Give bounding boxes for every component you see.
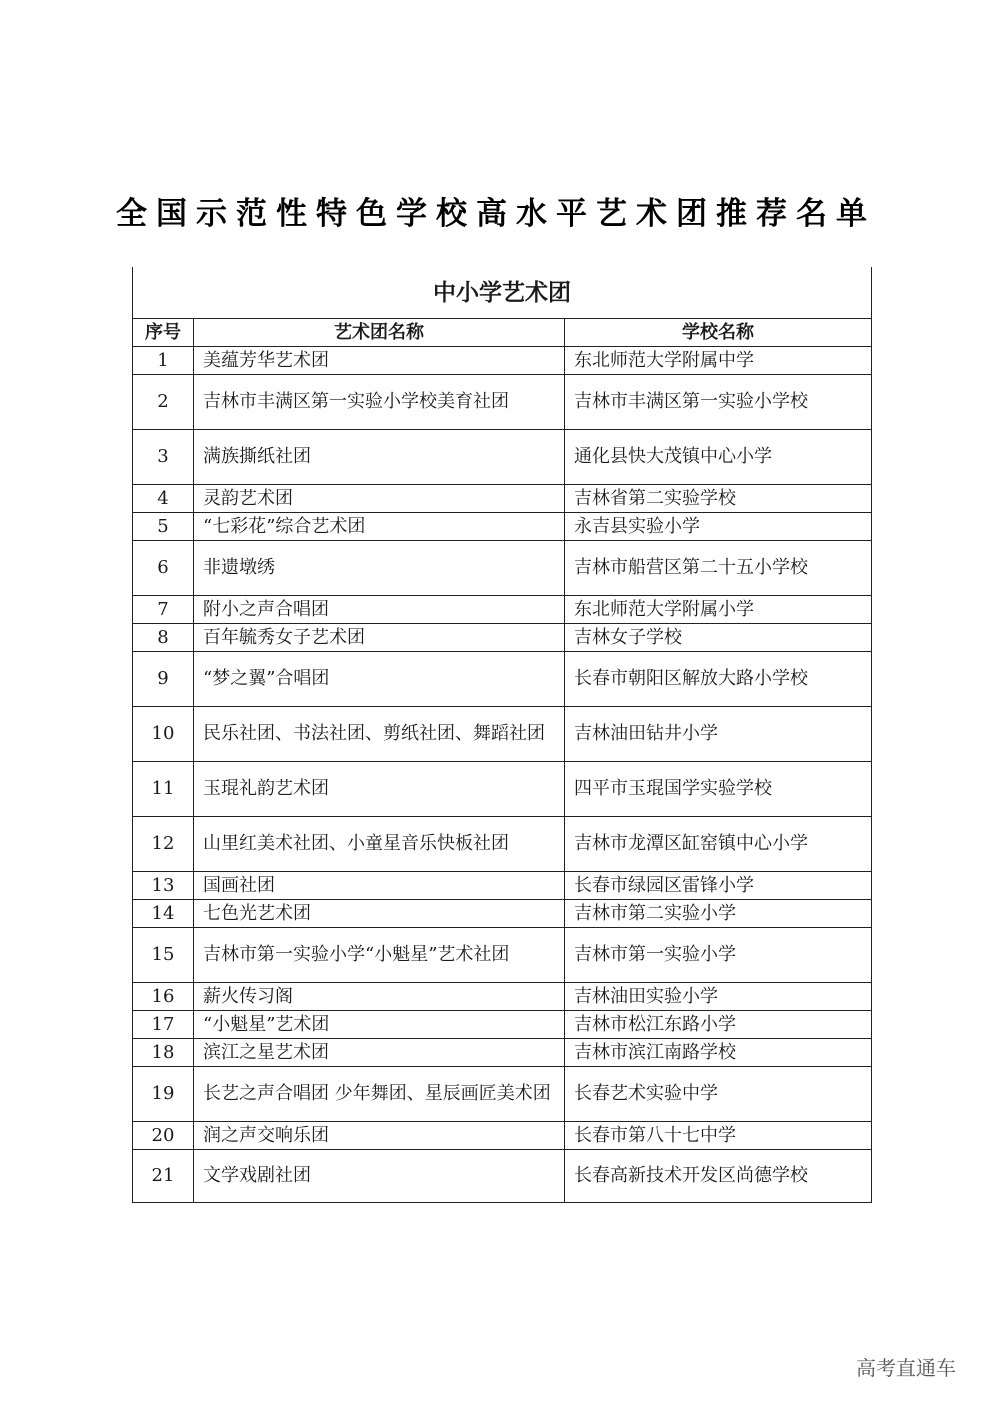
row-troupe-name: 满族撕纸社团 (194, 430, 565, 485)
row-troupe-name: 薪火传习阁 (194, 983, 565, 1011)
row-school-name: 吉林省第二实验学校 (565, 485, 872, 513)
row-troupe-name: 文学戏剧社团 (194, 1150, 565, 1203)
row-index: 9 (133, 652, 194, 707)
row-school-name: 长春艺术实验中学 (565, 1067, 872, 1122)
table-row (133, 596, 872, 624)
row-troupe-name: 吉林市第一实验小学“小魁星”艺术社团 (194, 928, 565, 983)
row-school-name: 东北师范大学附属小学 (565, 596, 872, 624)
row-index: 5 (133, 513, 194, 541)
row-troupe-name: 山里红美术社团、小童星音乐快板社团 (194, 817, 565, 872)
row-troupe-name: 润之声交响乐团 (194, 1122, 565, 1150)
row-index: 15 (133, 928, 194, 983)
row-school-name: 通化县快大茂镇中心小学 (565, 430, 872, 485)
row-school-name: 长春市第八十七中学 (565, 1122, 872, 1150)
row-index: 7 (133, 596, 194, 624)
table-caption: 中小学艺术团 (133, 267, 872, 319)
row-troupe-name: 灵韵艺术团 (194, 485, 565, 513)
row-index: 18 (133, 1039, 194, 1067)
row-index: 20 (133, 1122, 194, 1150)
row-troupe-name: “梦之翼”合唱团 (194, 652, 565, 707)
row-index: 4 (133, 485, 194, 513)
table-row (133, 652, 872, 707)
table-row (133, 1011, 872, 1039)
table-row (133, 762, 872, 817)
row-school-name: 吉林市船营区第二十五小学校 (565, 541, 872, 596)
row-index: 1 (133, 347, 194, 375)
row-index: 3 (133, 430, 194, 485)
table-row (133, 1039, 872, 1067)
row-troupe-name: 百年毓秀女子艺术团 (194, 624, 565, 652)
table-row (133, 485, 872, 513)
row-index: 10 (133, 707, 194, 762)
row-school-name: 长春市绿园区雷锋小学 (565, 872, 872, 900)
row-index: 12 (133, 817, 194, 872)
column-header-school-name: 学校名称 (565, 319, 872, 347)
row-school-name: 长春高新技术开发区尚德学校 (565, 1150, 872, 1203)
row-troupe-name: 七色光艺术团 (194, 900, 565, 928)
row-school-name: 长春市朝阳区解放大路小学校 (565, 652, 872, 707)
row-index: 21 (133, 1150, 194, 1203)
table-row (133, 928, 872, 983)
row-troupe-name: 玉琨礼韵艺术团 (194, 762, 565, 817)
document-title: 全国示范性特色学校高水平艺术团推荐名单 (116, 196, 876, 232)
row-index: 16 (133, 983, 194, 1011)
table-body (133, 347, 872, 1203)
row-index: 13 (133, 872, 194, 900)
row-index: 19 (133, 1067, 194, 1122)
row-school-name: 吉林市滨江南路学校 (565, 1039, 872, 1067)
column-header-troupe-name: 艺术团名称 (194, 319, 565, 347)
table-row (133, 872, 872, 900)
table-row (133, 624, 872, 652)
row-troupe-name: 民乐社团、书法社团、剪纸社团、舞蹈社团 (194, 707, 565, 762)
row-troupe-name: “小魁星”艺术团 (194, 1011, 565, 1039)
row-school-name: 吉林市丰满区第一实验小学校 (565, 375, 872, 430)
table-row (133, 900, 872, 928)
row-troupe-name: “七彩花”综合艺术团 (194, 513, 565, 541)
recommendation-table-container (132, 267, 871, 1203)
row-school-name: 吉林油田钻井小学 (565, 707, 872, 762)
row-school-name: 吉林市第二实验小学 (565, 900, 872, 928)
table-row (133, 983, 872, 1011)
row-school-name: 吉林女子学校 (565, 624, 872, 652)
row-index: 6 (133, 541, 194, 596)
table-row (133, 817, 872, 872)
row-school-name: 吉林油田实验小学 (565, 983, 872, 1011)
row-index: 17 (133, 1011, 194, 1039)
row-index: 14 (133, 900, 194, 928)
table-row (133, 541, 872, 596)
recommendation-table (132, 267, 872, 1203)
row-troupe-name: 国画社团 (194, 872, 565, 900)
table-row (133, 1122, 872, 1150)
table-row (133, 707, 872, 762)
column-header-index: 序号 (133, 319, 194, 347)
row-index: 2 (133, 375, 194, 430)
row-school-name: 东北师范大学附属中学 (565, 347, 872, 375)
table-row (133, 430, 872, 485)
row-troupe-name: 美蕴芳华艺术团 (194, 347, 565, 375)
watermark-text: 高考直通车 (856, 1356, 956, 1380)
row-school-name: 吉林市龙潭区缸窑镇中心小学 (565, 817, 872, 872)
row-troupe-name: 长艺之声合唱团 少年舞团、星辰画匠美术团 (194, 1067, 565, 1122)
row-troupe-name: 吉林市丰满区第一实验小学校美育社团 (194, 375, 565, 430)
row-troupe-name: 滨江之星艺术团 (194, 1039, 565, 1067)
row-index: 8 (133, 624, 194, 652)
row-school-name: 吉林市松江东路小学 (565, 1011, 872, 1039)
table-row (133, 1067, 872, 1122)
table-row (133, 375, 872, 430)
row-school-name: 永吉县实验小学 (565, 513, 872, 541)
row-index: 11 (133, 762, 194, 817)
row-school-name: 四平市玉琨国学实验学校 (565, 762, 872, 817)
table-row (133, 1150, 872, 1203)
row-troupe-name: 非遗墩绣 (194, 541, 565, 596)
row-troupe-name: 附小之声合唱团 (194, 596, 565, 624)
table-row (133, 513, 872, 541)
row-school-name: 吉林市第一实验小学 (565, 928, 872, 983)
table-row (133, 347, 872, 375)
